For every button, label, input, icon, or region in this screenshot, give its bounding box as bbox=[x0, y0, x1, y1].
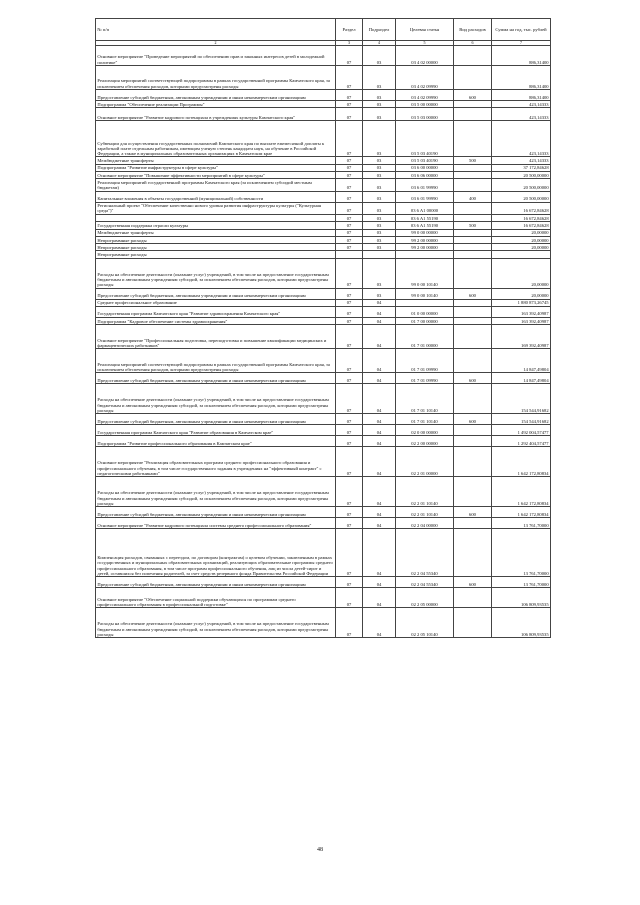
row-section: 07 bbox=[336, 288, 363, 299]
row-target: 03 4 02 09990 bbox=[396, 66, 454, 90]
row-section: 07 bbox=[336, 121, 363, 157]
row-subsection: 03 bbox=[363, 46, 396, 66]
row-name: Межбюджетные трансферты bbox=[96, 229, 336, 236]
row-name: Межбюджетные трансферты bbox=[96, 157, 336, 164]
row-target: 03 5 03 40190 bbox=[396, 121, 454, 157]
row-name: Компенсация расходов, связанных с переездом, по договорам (контрактам) о целевом обучении, заключенным в рамках государственных и муниципальных образовательных организаций, реализующих образовательные программы среднего профессионального образования, в том числе программ профессионального обучения, лиц из числа детей-сирот и детей, оставшихся без попечения родителей, за счет средств резервного фонда Правительства Российской Федерации bbox=[96, 529, 336, 577]
row-name: Основное мероприятие "Повышение эффективности мероприятий в сфере культуры" bbox=[96, 172, 336, 179]
row-target: 03 6 A1 00000 bbox=[396, 202, 454, 214]
row-section: 07 bbox=[336, 202, 363, 214]
budget-table-sheet bbox=[95, 18, 550, 638]
row-expense-type bbox=[454, 307, 492, 318]
row-target: 01 0 00 00000 bbox=[396, 307, 454, 318]
column-index: 5 bbox=[396, 41, 454, 46]
row-name: Подпрограмма "Обеспечение реализации Программы" bbox=[96, 101, 336, 108]
row-name bbox=[96, 215, 336, 222]
budget-table bbox=[95, 18, 551, 638]
row-subsection: 03 bbox=[363, 66, 396, 90]
row-section: 07 bbox=[336, 90, 363, 101]
row-target: 03 5 03 40190 bbox=[396, 157, 454, 164]
row-section: 07 bbox=[336, 101, 363, 108]
row-name: Реализация мероприятий государственной программы Камчатского края (за исключением субсидий местным бюджетам) bbox=[96, 179, 336, 191]
row-subsection: 04 bbox=[363, 384, 396, 414]
table-row bbox=[96, 251, 551, 258]
row-amount: 20,00000 bbox=[492, 236, 551, 243]
row-subsection: 04 bbox=[363, 325, 396, 349]
table-header-row bbox=[96, 19, 551, 41]
row-expense-type bbox=[454, 215, 492, 222]
row-amount: 20 500,00000 bbox=[492, 191, 551, 202]
row-subsection: 03 bbox=[363, 164, 396, 171]
row-name: Непрограммные расходы bbox=[96, 236, 336, 243]
row-section: 07 bbox=[336, 577, 363, 588]
row-name: Предоставление субсидий бюджетным, автономным учреждениям и иным некоммерческим организациям bbox=[96, 373, 336, 384]
row-name: Субвенции для осуществления государственных полномочий Камчатского края по выплате ежемесячной доплаты к заработной плате отдельным работникам, имеющим ученую степень кандидата наук, на обучение в Российской Федерации, а также в муниципальных образовательных организациях в Камчатском крае bbox=[96, 121, 336, 157]
row-target: 02 2 01 10140 bbox=[396, 477, 454, 507]
row-amount: 154 544,91682 bbox=[492, 384, 551, 414]
table-row bbox=[96, 236, 551, 243]
row-name: Основное мероприятие "Развитие кадрового потенциала в учреждениях культуры Камчатского края" bbox=[96, 108, 336, 121]
row-subsection: 04 bbox=[363, 436, 396, 447]
row-expense-type bbox=[454, 251, 492, 258]
row-target: 03 6 01 99990 bbox=[396, 191, 454, 202]
row-subsection: 04 bbox=[363, 477, 396, 507]
row-name: Предоставление субсидий бюджетным, автономным учреждениям и иным некоммерческим организациям bbox=[96, 577, 336, 588]
row-expense-type: 600 bbox=[454, 577, 492, 588]
table-row bbox=[96, 229, 551, 236]
row-section: 07 bbox=[336, 425, 363, 436]
row-expense-type bbox=[454, 179, 492, 191]
row-amount: 13 761,70000 bbox=[492, 529, 551, 577]
row-name: Расходы на обеспечение деятельности (оказание услуг) учреждений, в том числе на предоставление государственным бюджетным и автономным учреждениям субсидий, за исключением обеспечения расходов, которыми предусмотрены расходы bbox=[96, 258, 336, 288]
table-row bbox=[96, 318, 551, 325]
row-section: 07 bbox=[336, 222, 363, 229]
row-target: 01 7 01 00000 bbox=[396, 325, 454, 349]
header-name: № п/п bbox=[96, 19, 336, 41]
row-subsection: 03 bbox=[363, 244, 396, 251]
row-amount: 20,00000 bbox=[492, 288, 551, 299]
row-section: 07 bbox=[336, 108, 363, 121]
table-row bbox=[96, 179, 551, 191]
row-target: 03 4 02 00000 bbox=[396, 46, 454, 66]
header-subsection: Подраздел bbox=[363, 19, 396, 41]
row-target: 99 0 00 00000 bbox=[396, 229, 454, 236]
row-name: Государственная программа Камчатского края "Развитие здравоохранения Камчатского края" bbox=[96, 307, 336, 318]
table-row bbox=[96, 577, 551, 588]
row-expense-type bbox=[454, 46, 492, 66]
row-section bbox=[336, 251, 363, 258]
table-row bbox=[96, 477, 551, 507]
row-amount: 37 172,84628 bbox=[492, 164, 551, 171]
row-target: 99 2 00 00000 bbox=[396, 236, 454, 243]
header-amount: Сумма на год, тыс. рублей bbox=[492, 19, 551, 41]
row-name: Предоставление субсидий бюджетным, автономным учреждениям и иным некоммерческим организациям bbox=[96, 414, 336, 425]
table-row bbox=[96, 66, 551, 90]
row-expense-type: 600 bbox=[454, 373, 492, 384]
table-row bbox=[96, 507, 551, 518]
row-expense-type bbox=[454, 436, 492, 447]
row-name: Государственная программа Камчатского края "Развитие образования в Камчатском крае" bbox=[96, 425, 336, 436]
row-amount: 20,00000 bbox=[492, 258, 551, 288]
row-target bbox=[396, 299, 454, 306]
row-subsection: 04 bbox=[363, 299, 396, 306]
row-amount bbox=[492, 251, 551, 258]
row-expense-type bbox=[454, 529, 492, 577]
row-amount: 1 642 172,80834 bbox=[492, 477, 551, 507]
row-amount: 13 761,70000 bbox=[492, 577, 551, 588]
row-subsection: 04 bbox=[363, 588, 396, 608]
row-name: Основное мероприятие "Реализация образовательных программ среднего профессионального образования и профессионального обучения, в том числе государственного задания в учреждениях на "эффективный контракт" с педагогическими работниками" bbox=[96, 447, 336, 477]
table-row bbox=[96, 121, 551, 157]
row-section: 07 bbox=[336, 191, 363, 202]
row-expense-type: 600 bbox=[454, 507, 492, 518]
row-amount: 20 500,00000 bbox=[492, 179, 551, 191]
row-name: Предоставление субсидий бюджетным, автономным учреждениям и иным некоммерческим организациям bbox=[96, 90, 336, 101]
table-row bbox=[96, 588, 551, 608]
row-expense-type bbox=[454, 318, 492, 325]
row-expense-type bbox=[454, 244, 492, 251]
row-expense-type: 600 bbox=[454, 288, 492, 299]
row-expense-type bbox=[454, 172, 492, 179]
row-amount: 886,31400 bbox=[492, 90, 551, 101]
table-row bbox=[96, 215, 551, 222]
row-expense-type bbox=[454, 229, 492, 236]
row-name: Государственная поддержка отрасли культуры bbox=[96, 222, 336, 229]
row-amount: 423,14333 bbox=[492, 108, 551, 121]
row-section: 07 bbox=[336, 414, 363, 425]
row-subsection: 03 bbox=[363, 101, 396, 108]
row-amount: 1 642 172,80834 bbox=[492, 447, 551, 477]
row-subsection: 03 bbox=[363, 179, 396, 191]
row-section: 07 bbox=[336, 349, 363, 373]
row-amount: 1 292 404,57477 bbox=[492, 436, 551, 447]
table-row bbox=[96, 299, 551, 306]
row-target: 03 6 00 00000 bbox=[396, 164, 454, 171]
row-subsection bbox=[363, 251, 396, 258]
row-target: 02 2 04 00000 bbox=[396, 518, 454, 529]
row-expense-type: 400 bbox=[454, 191, 492, 202]
row-expense-type bbox=[454, 108, 492, 121]
row-target: 02 2 04 55340 bbox=[396, 529, 454, 577]
row-name: Подпрограмма "Развитие профессионального образования в Камчатском крае" bbox=[96, 436, 336, 447]
row-section: 07 bbox=[336, 172, 363, 179]
row-subsection: 04 bbox=[363, 425, 396, 436]
row-section: 07 bbox=[336, 258, 363, 288]
row-subsection: 04 bbox=[363, 518, 396, 529]
row-amount: 16 672,84628 bbox=[492, 202, 551, 214]
row-name: Расходы на обеспечение деятельности (оказание услуг) учреждений, в том числе на предоставление государственным бюджетным и автономным учреждениям субсидий, за исключением обеспечения расходов, которыми предусмотрены расходы bbox=[96, 608, 336, 638]
row-expense-type bbox=[454, 447, 492, 477]
table-row bbox=[96, 425, 551, 436]
row-section: 07 bbox=[336, 164, 363, 171]
row-section: 07 bbox=[336, 46, 363, 66]
table-row bbox=[96, 608, 551, 638]
row-amount: 14 847,49804 bbox=[492, 349, 551, 373]
row-target: 03 6 06 00000 bbox=[396, 172, 454, 179]
row-subsection: 04 bbox=[363, 349, 396, 373]
table-body bbox=[96, 46, 551, 638]
row-expense-type bbox=[454, 588, 492, 608]
row-target: 01 7 01 09990 bbox=[396, 349, 454, 373]
row-subsection: 04 bbox=[363, 529, 396, 577]
table-row bbox=[96, 529, 551, 577]
row-name: Среднее профессиональное образование bbox=[96, 299, 336, 306]
table-row bbox=[96, 307, 551, 318]
row-subsection: 04 bbox=[363, 414, 396, 425]
row-section: 07 bbox=[336, 307, 363, 318]
row-subsection: 03 bbox=[363, 215, 396, 222]
row-section: 07 bbox=[336, 299, 363, 306]
row-name: Подпрограмма "Кадровое обеспечение системы здравоохранения" bbox=[96, 318, 336, 325]
row-target: 99 0 00 10140 bbox=[396, 258, 454, 288]
row-target: 01 7 01 10140 bbox=[396, 414, 454, 425]
row-name: Региональный проект "Обеспечение качественно нового уровня развития инфраструктуры культуры ("Культурная среда")" bbox=[96, 202, 336, 214]
row-subsection: 03 bbox=[363, 258, 396, 288]
row-amount: 13 761,70000 bbox=[492, 518, 551, 529]
row-subsection: 03 bbox=[363, 222, 396, 229]
row-section: 07 bbox=[336, 325, 363, 349]
row-section: 07 bbox=[336, 215, 363, 222]
row-section: 07 bbox=[336, 244, 363, 251]
row-subsection: 03 bbox=[363, 90, 396, 101]
row-section: 07 bbox=[336, 588, 363, 608]
row-subsection: 03 bbox=[363, 191, 396, 202]
row-subsection: 04 bbox=[363, 447, 396, 477]
row-target: 03 6 A1 55190 bbox=[396, 222, 454, 229]
row-expense-type bbox=[454, 164, 492, 171]
table-row bbox=[96, 244, 551, 251]
row-target: 02 2 04 55340 bbox=[396, 577, 454, 588]
row-name: Реализация мероприятий соответствующей подпрограммы в рамках государственной программы Камчатского края, за исключением обеспечения расходов, которыми предусмотрены расходы bbox=[96, 349, 336, 373]
row-subsection: 04 bbox=[363, 608, 396, 638]
row-amount: 106 809,93535 bbox=[492, 588, 551, 608]
row-section: 07 bbox=[336, 436, 363, 447]
row-target: 03 4 02 09990 bbox=[396, 90, 454, 101]
table-row bbox=[96, 384, 551, 414]
row-amount: 163 392,40987 bbox=[492, 318, 551, 325]
row-amount: 886,31400 bbox=[492, 66, 551, 90]
table-row bbox=[96, 447, 551, 477]
table-row bbox=[96, 288, 551, 299]
row-amount: 20 500,00000 bbox=[492, 172, 551, 179]
table-row bbox=[96, 108, 551, 121]
row-section: 07 bbox=[336, 157, 363, 164]
row-expense-type bbox=[454, 325, 492, 349]
table-row bbox=[96, 101, 551, 108]
row-subsection: 04 bbox=[363, 318, 396, 325]
row-subsection: 03 bbox=[363, 202, 396, 214]
row-name: Реализация мероприятий соответствующей подпрограммы в рамках государственной программы Камчатского края, за исключением обеспечения расходов, которыми предусмотрены расходы bbox=[96, 66, 336, 90]
row-target bbox=[396, 251, 454, 258]
row-subsection: 03 bbox=[363, 121, 396, 157]
row-name: Основное мероприятие "Развитие кадрового потенциала системы среднего профессионального образования" bbox=[96, 518, 336, 529]
row-target: 01 7 01 10140 bbox=[396, 384, 454, 414]
row-amount: 886,31400 bbox=[492, 46, 551, 66]
row-amount: 423,14333 bbox=[492, 101, 551, 108]
table-row bbox=[96, 518, 551, 529]
row-expense-type bbox=[454, 258, 492, 288]
header-section: Раздел bbox=[336, 19, 363, 41]
table-row bbox=[96, 222, 551, 229]
row-subsection: 03 bbox=[363, 288, 396, 299]
row-expense-type bbox=[454, 477, 492, 507]
table-row bbox=[96, 90, 551, 101]
row-name: Предоставление субсидий бюджетным, автономным учреждениям и иным некоммерческим организациям bbox=[96, 507, 336, 518]
row-name: Расходы на обеспечение деятельности (оказание услуг) учреждений, в том числе на предоставление государственным бюджетным и автономным учреждениям субсидий, за исключением обеспечения расходов, которыми предусмотрены расходы bbox=[96, 477, 336, 507]
row-amount: 16 672,84628 bbox=[492, 215, 551, 222]
row-target: 01 7 00 00000 bbox=[396, 318, 454, 325]
column-index: 7 bbox=[492, 41, 551, 46]
row-name: Непрограммные расходы bbox=[96, 244, 336, 251]
row-amount: 423,14333 bbox=[492, 121, 551, 157]
table-row bbox=[96, 414, 551, 425]
row-section: 07 bbox=[336, 507, 363, 518]
row-target: 01 7 01 09990 bbox=[396, 373, 454, 384]
row-subsection: 04 bbox=[363, 307, 396, 318]
row-section: 07 bbox=[336, 373, 363, 384]
table-row bbox=[96, 436, 551, 447]
row-name: Капитальные вложения в объекты государственной (муниципальной) собственности bbox=[96, 191, 336, 202]
row-subsection: 04 bbox=[363, 577, 396, 588]
row-name: Основное мероприятие "Проведение мероприятий по обеспечению прав и законных интересов детей в молодежной политике" bbox=[96, 46, 336, 66]
row-target: 03 5 00 00000 bbox=[396, 101, 454, 108]
row-section: 07 bbox=[336, 236, 363, 243]
table-row bbox=[96, 202, 551, 214]
row-section: 07 bbox=[336, 477, 363, 507]
table-row bbox=[96, 157, 551, 164]
row-section: 07 bbox=[336, 447, 363, 477]
row-target: 02 0 00 00000 bbox=[396, 425, 454, 436]
row-section: 07 bbox=[336, 608, 363, 638]
row-amount: 154 544,91682 bbox=[492, 414, 551, 425]
row-section: 07 bbox=[336, 384, 363, 414]
table-row bbox=[96, 172, 551, 179]
row-name: Основное мероприятие "Профессиональная подготовка, переподготовка и повышение квалификации медицинских и фармацевтических работников" bbox=[96, 325, 336, 349]
row-target: 02 2 05 10140 bbox=[396, 608, 454, 638]
row-amount: 163 392,40987 bbox=[492, 307, 551, 318]
row-expense-type bbox=[454, 101, 492, 108]
row-subsection: 03 bbox=[363, 172, 396, 179]
row-target: 02 2 01 10140 bbox=[396, 507, 454, 518]
row-section: 07 bbox=[336, 229, 363, 236]
table-row bbox=[96, 325, 551, 349]
row-expense-type bbox=[454, 202, 492, 214]
row-subsection: 04 bbox=[363, 507, 396, 518]
row-expense-type: 600 bbox=[454, 414, 492, 425]
row-expense-type bbox=[454, 425, 492, 436]
row-expense-type bbox=[454, 608, 492, 638]
row-expense-type: 500 bbox=[454, 157, 492, 164]
row-expense-type: 500 bbox=[454, 222, 492, 229]
row-amount: 423,14333 bbox=[492, 157, 551, 164]
row-target: 99 2 00 00000 bbox=[396, 244, 454, 251]
row-expense-type bbox=[454, 349, 492, 373]
row-amount: 1 880 873,26745 bbox=[492, 299, 551, 306]
row-subsection: 03 bbox=[363, 229, 396, 236]
row-amount: 106 809,93535 bbox=[492, 608, 551, 638]
row-target: 03 6 01 99990 bbox=[396, 179, 454, 191]
column-index: 3 bbox=[336, 41, 363, 46]
row-target: 03 6 A1 55190 bbox=[396, 215, 454, 222]
row-amount: 1 642 172,80834 bbox=[492, 507, 551, 518]
row-target: 99 0 00 10140 bbox=[396, 288, 454, 299]
row-amount: 16 672,84628 bbox=[492, 222, 551, 229]
row-target: 02 2 01 00000 bbox=[396, 447, 454, 477]
row-subsection: 03 bbox=[363, 157, 396, 164]
row-expense-type bbox=[454, 299, 492, 306]
row-subsection: 03 bbox=[363, 108, 396, 121]
table-row bbox=[96, 46, 551, 66]
row-section: 07 bbox=[336, 66, 363, 90]
column-index: 4 bbox=[363, 41, 396, 46]
header-expense-type: Вид расходов bbox=[454, 19, 492, 41]
row-target: 02 2 00 00000 bbox=[396, 436, 454, 447]
row-expense-type bbox=[454, 121, 492, 157]
row-expense-type bbox=[454, 384, 492, 414]
row-subsection: 03 bbox=[363, 236, 396, 243]
table-row bbox=[96, 258, 551, 288]
row-expense-type bbox=[454, 66, 492, 90]
row-name: Предоставление субсидий бюджетным, автономным учреждениям и иным некоммерческим организациям bbox=[96, 288, 336, 299]
table-row bbox=[96, 191, 551, 202]
table-row bbox=[96, 373, 551, 384]
row-amount: 14 847,49804 bbox=[492, 373, 551, 384]
row-target: 02 2 05 00000 bbox=[396, 588, 454, 608]
row-name: Основное мероприятие "Обеспечение социальной поддержки обучающихся по программам среднего профессионального образования в профессиональной подготовке" bbox=[96, 588, 336, 608]
header-target: Целевая статья bbox=[396, 19, 454, 41]
row-target: 03 5 03 00000 bbox=[396, 108, 454, 121]
row-name: Непрограммные расходы bbox=[96, 251, 336, 258]
row-section: 07 bbox=[336, 529, 363, 577]
row-amount: 20,00000 bbox=[492, 244, 551, 251]
row-name: Расходы на обеспечение деятельности (оказание услуг) учреждений, в том числе на предоставление государственным бюджетным и автономным учреждениям субсидий, за исключением обеспечения расходов, которыми предусмотрены расходы bbox=[96, 384, 336, 414]
row-name: Подпрограмма "Развитие инфраструктуры в сфере культуры" bbox=[96, 164, 336, 171]
table-row bbox=[96, 349, 551, 373]
table-row bbox=[96, 164, 551, 171]
row-expense-type bbox=[454, 518, 492, 529]
row-section: 07 bbox=[336, 179, 363, 191]
row-subsection: 04 bbox=[363, 373, 396, 384]
row-amount: 169 392,40987 bbox=[492, 325, 551, 349]
column-index: 2 bbox=[96, 41, 336, 46]
row-section: 07 bbox=[336, 518, 363, 529]
row-expense-type bbox=[454, 236, 492, 243]
page-number: 48 bbox=[317, 847, 323, 853]
row-section: 07 bbox=[336, 318, 363, 325]
row-expense-type: 600 bbox=[454, 90, 492, 101]
row-amount: 1 492 004,57477 bbox=[492, 425, 551, 436]
column-index: 6 bbox=[454, 41, 492, 46]
row-amount: 20,00000 bbox=[492, 229, 551, 236]
